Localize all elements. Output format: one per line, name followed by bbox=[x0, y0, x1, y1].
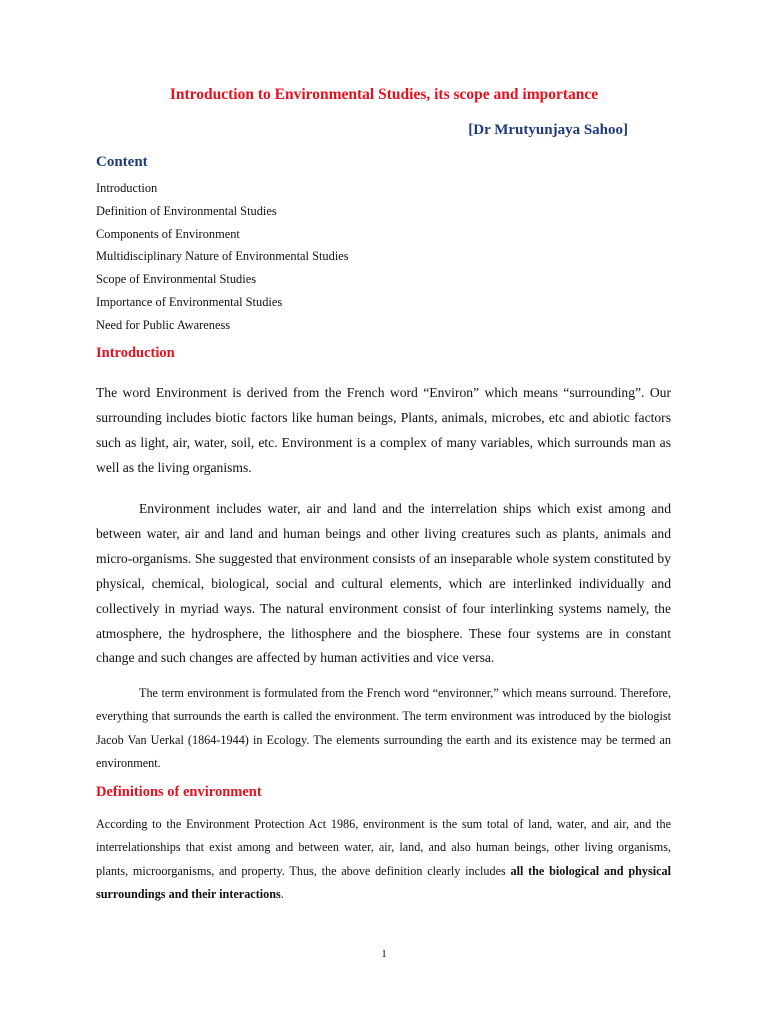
intro-paragraph-1: The word Environment is derived from the French word “Environ” which means “surrounding”. Our surrounding includes biotic factors like human beings, Plants, animals, microbes, etc and abiotic factors such as light, air, water, soil, etc. Environment is a complex of many variables, which surrounds man as well as the living organisms. bbox=[96, 385, 671, 475]
toc-item-introduction: Introduction bbox=[96, 181, 158, 195]
section-heading-introduction: Introduction bbox=[96, 345, 175, 361]
toc-item-multidisciplinary: Multidisciplinary Nature of Environmental Studies bbox=[96, 249, 349, 264]
content-heading: Content bbox=[96, 154, 148, 170]
document-title: Introduction to Environmental Studies, its scope and importance bbox=[169, 86, 599, 103]
section-heading-definitions: Definitions of environment bbox=[96, 784, 262, 800]
table-of-contents bbox=[96, 177, 349, 337]
toc-item-scope: Scope of Environmental Studies bbox=[96, 272, 257, 287]
toc-item-public-awareness: Need for Public Awareness bbox=[96, 317, 231, 332]
definitions-bold-text: all the biological and physical surroundings and their interactions bbox=[96, 863, 671, 902]
author-line: [Dr Mrutyunjaya Sahoo] bbox=[468, 122, 628, 138]
definitions-paragraph bbox=[96, 813, 671, 907]
intro-paragraph-3: The term environment is formulated from the French word “environner,” which means surround. Therefore, everything that surrounds the earth is called the environment. The term environment was introduced by the biologist Jacob Van Uerkal (1864-1944) in Ecology. The elements surrounding the earth and its existence may be termed an environment. bbox=[96, 686, 671, 771]
toc-item-definition: Definition of Environmental Studies bbox=[96, 203, 277, 218]
toc-item-components: Components of Environment bbox=[96, 226, 240, 241]
definitions-end: . bbox=[280, 887, 284, 902]
toc-item-importance: Importance of Environmental Studies bbox=[96, 294, 283, 309]
definitions-text: According to the Environment Protection Act 1986, environment is the sum total of land, water, and air, and the interrelationships that exist among and between water, air, land, and also human beings, other living organisms, plants, microorganisms, and property. Thus, the above definition clearly includes bbox=[96, 817, 671, 878]
page-number: 1 bbox=[381, 948, 387, 960]
intro-paragraph-2: Environment includes water, air and land and the interrelation ships which exist among and between water, air and land and human beings and other living creatures such as plants, animals and micro-organisms. She suggested that environment consists of an inseparable whole system constituted by physical, chemical, biological, social and cultural elements, which are interlinked individually and collectively in myriad ways. The natural environment consist of four interlinking systems namely, the atmosphere, the hydrosphere, the lithosphere and the biosphere. These four systems are in constant change and such changes are affected by human activities and vice versa. bbox=[96, 501, 671, 666]
